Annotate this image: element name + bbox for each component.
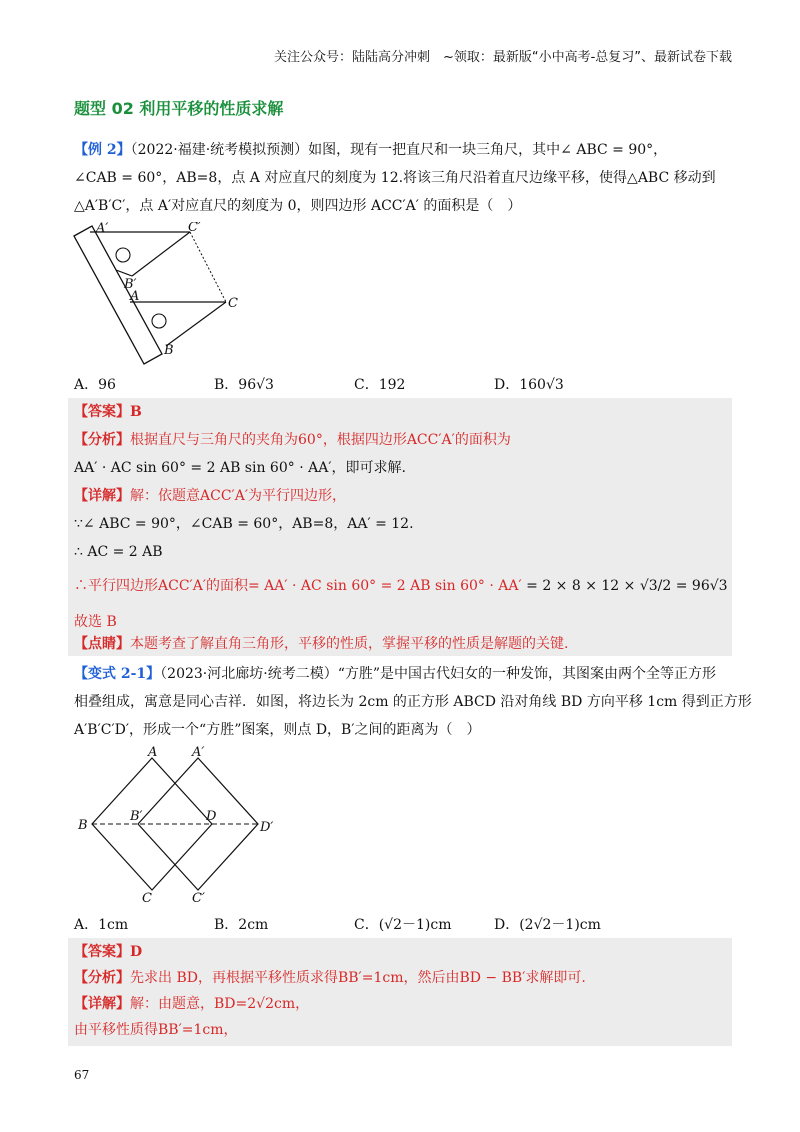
translation-dashed-line: [190, 232, 226, 302]
example1-detail3: ∴ AC = 2 AB: [74, 544, 163, 560]
example2-analysis: 【分析】先求出 BD，再根据平移性质求得BB′=1cm，然后由BD − BB′求解即可.: [74, 970, 586, 986]
label-A-prime: A′: [96, 222, 109, 236]
triangle-top-hole: [116, 248, 130, 262]
triangle-bottom-hyp: [166, 302, 226, 346]
example2-answer: 【答案】D: [74, 944, 143, 960]
label-A: A: [148, 745, 158, 760]
label-D-prime: D′: [260, 820, 274, 835]
example1-comment: 【点睛】本题考查了解直角三角形，平移的性质，掌握平移的性质是解题的关键.: [74, 636, 569, 652]
example1-conclusion: 故选 B: [74, 614, 117, 630]
label-D: D: [206, 809, 217, 824]
example1-line2: ∠CAB = 60°，AB=8，点 A 对应直尺的刻度为 12.将该三角尺沿着直尺边缘平移，使得△ABC 移动到: [74, 170, 716, 186]
triangle-bottom-hole: [152, 314, 166, 328]
example1-option-b: B．96√3: [214, 377, 274, 393]
example1-option-a: A．96: [74, 377, 116, 393]
triangle-top-hyp: [132, 232, 190, 276]
label-B-prime: B′: [124, 277, 137, 292]
example1-analysis: 【分析】根据直尺与三角尺的夹角为60°，根据四边形ACC′A′的面积为: [74, 432, 511, 448]
example1-analysis2: AA′ · AC sin 60° = 2 AB sin 60° · AA′，即可求解.: [74, 460, 406, 476]
example2-option-a: A．1cm: [74, 917, 129, 933]
example1-answer: 【答案】B: [74, 404, 142, 420]
label-C-prime: C′: [192, 891, 205, 906]
example2-line2: 相叠组成，寓意是同心吉祥．如图，将边长为 2cm 的正方形 ABCD 沿对角线 BD 方向平移 1cm 得到正方形: [74, 694, 752, 710]
example2-option-c: C．(√2－1)cm: [354, 917, 452, 933]
example1-tag: 【例 2】: [74, 142, 131, 158]
label-B-prime: B′: [130, 809, 143, 824]
label-C: C: [142, 891, 152, 906]
example1-detail: 【详解】解：依题意ACC′A′为平行四边形，: [74, 488, 347, 504]
section-title: 题型 02 利用平移的性质求解: [74, 99, 284, 118]
example2-option-b: B．2cm: [214, 917, 269, 933]
label-B: B: [164, 343, 174, 358]
example1-option-d: D．160√3: [494, 377, 564, 393]
label-A: A: [130, 289, 140, 304]
label-C: C: [228, 296, 238, 311]
page-header: 关注公众号：陆陆高分冲刺 ~领取：最新版“小中高考-总复习”、最新试卷下载: [273, 50, 732, 65]
label-C-prime: C′: [188, 222, 201, 235]
label-A-prime: A′: [192, 745, 205, 760]
example2-tag: 【变式 2-1】: [74, 666, 161, 682]
example1-line1: 【例 2】（2022·福建·统考模拟预测）如图，现有一把直尺和一块三角尺，其中∠ ABC = 90°，: [74, 142, 668, 158]
example1-detail4: ∴平行四边形ACC′A′的面积= AA′ · AC sin 60° = 2 AB sin 60° · AA′ = 2 × 8 × 12 × √3/2 = 96√3: [74, 578, 728, 594]
page-number: 67: [74, 1068, 90, 1082]
example2-detail: 【详解】解：由题意，BD=2√2cm，: [74, 996, 310, 1012]
example1-detail2: ∵∠ ABC = 90°，∠CAB = 60°，AB=8，AA′ = 12.: [74, 516, 414, 532]
example1-line3: △A′B′C′，点 A′对应直尺的刻度为 0，则四边形 ACC′A′ 的面积是（ ）: [74, 198, 522, 214]
example2-detail2: 由平移性质得BB′=1cm，: [74, 1022, 238, 1038]
example2-line3: A′B′C′D′，形成一个“方胜”图案，则点 D，B′之间的距离为（ ）: [74, 722, 481, 738]
example2-line1: 【变式 2-1】（2023·河北廊坊·统考二模）“方胜”是中国古代妇女的一种发饰，其图案由两个全等正方形: [74, 666, 717, 682]
ruler-shape: [74, 226, 162, 364]
label-B: B: [78, 818, 88, 833]
ruler-triangle-figure: [70, 222, 270, 370]
example1-option-c: C．192: [354, 377, 406, 393]
example2-option-d: D．(2√2－1)cm: [494, 917, 601, 933]
fangsheng-figure: [72, 742, 282, 908]
